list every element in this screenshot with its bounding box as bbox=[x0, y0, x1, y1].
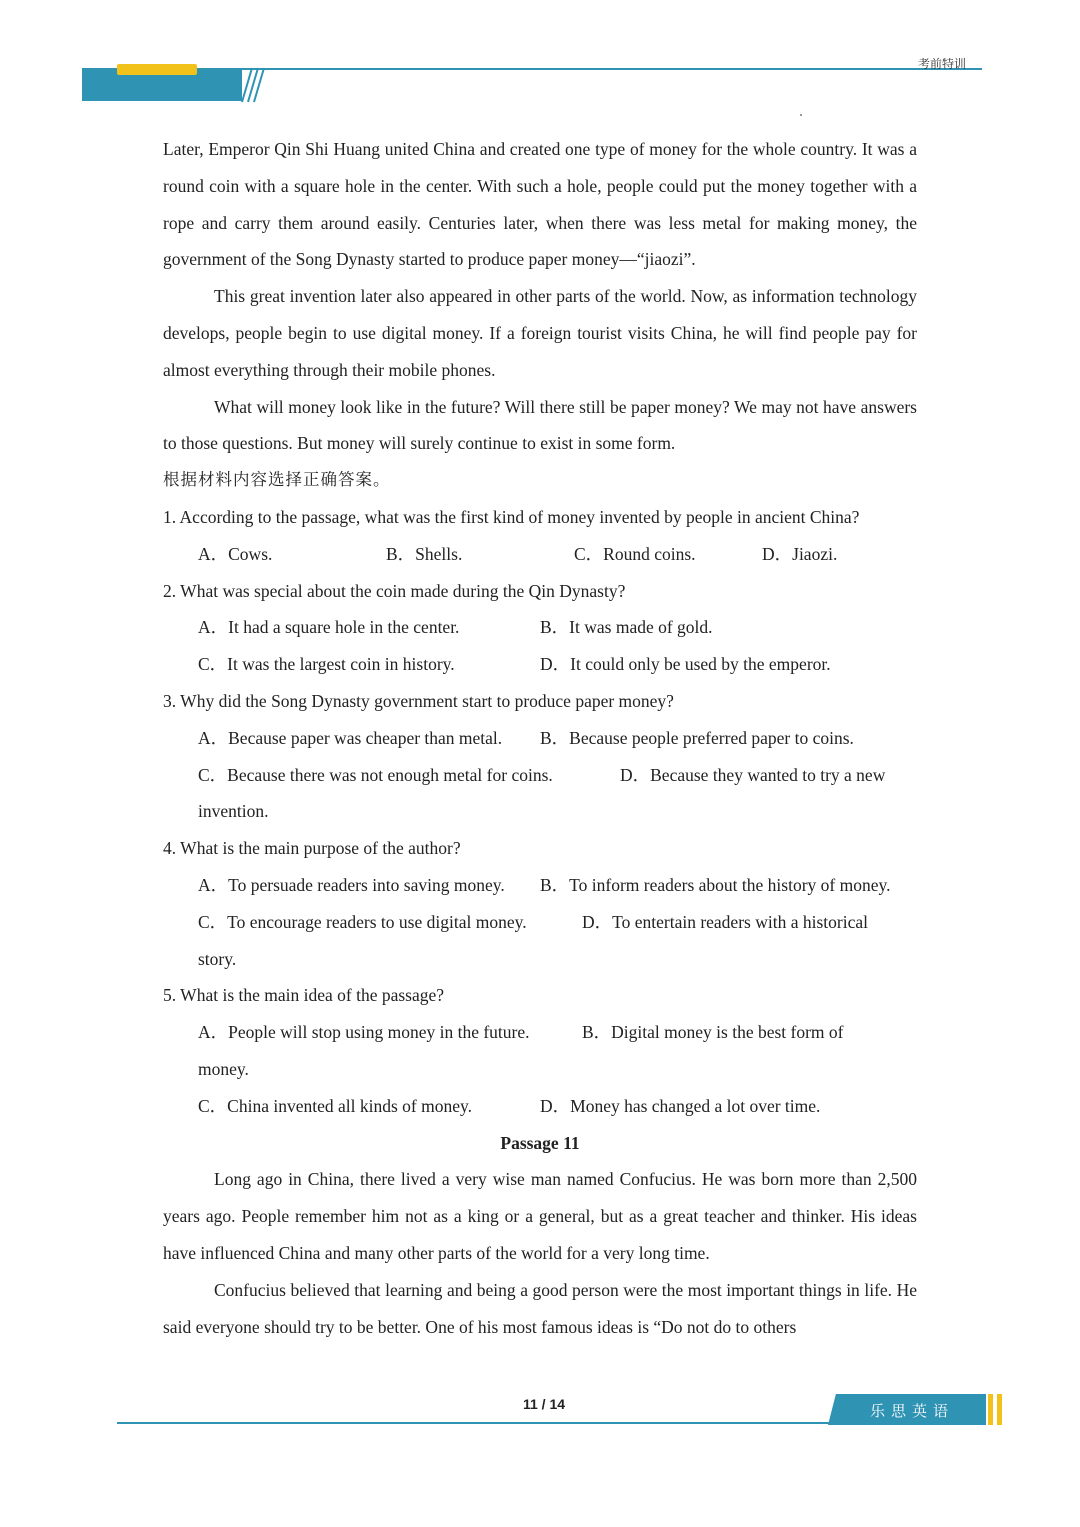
option-b: B．It was made of gold. bbox=[540, 617, 713, 638]
option-d: D．Money has changed a lot over time. bbox=[540, 1095, 821, 1116]
paragraph-3: What will money look like in the future? Will there still be paper money? We may not have answers to those questions. But money will surely continue to exist in some form. bbox=[163, 396, 917, 454]
option-a: A．To persuade readers into saving money. bbox=[198, 874, 505, 895]
option-c: C．To encourage readers to use digital money. bbox=[198, 911, 527, 932]
question-2-options-ab bbox=[163, 609, 917, 646]
passage-11-paragraph-1: Long ago in China, there lived a very wise man named Confucius. He was born more than 2,500 years ago. People remember him not as a king or a general, but as a great teacher and thinker. His ideas have influenced China and many other parts of the world for a very long time. bbox=[163, 1169, 917, 1263]
footer-accent-bar-2 bbox=[997, 1394, 1002, 1425]
option-b-continued: money. bbox=[198, 1058, 249, 1079]
question-3-stem: 3. Why did the Song Dynasty government start to produce paper money? bbox=[163, 690, 674, 711]
question-5-options-cd bbox=[163, 1088, 917, 1125]
option-c: C．Because there was not enough metal for coins. bbox=[198, 764, 553, 785]
question-4-options-cd bbox=[163, 904, 917, 941]
question-3-options-ab bbox=[163, 720, 917, 757]
option-a: A．Cows. bbox=[198, 543, 273, 564]
footer-accent-bar-1 bbox=[988, 1394, 993, 1425]
option-d: D．To entertain readers with a historical bbox=[582, 911, 868, 932]
option-a: A．It had a square hole in the center. bbox=[198, 617, 460, 638]
option-b: B．Shells. bbox=[386, 543, 463, 564]
paragraph-1: Later, Emperor Qin Shi Huang united China and created one type of money for the whole country. It was a round coin with a square hole in the center. With such a hole, people could put the money together with a rope and carry them around easily. Centuries later, when there was less metal for making money, the government of the Song Dynasty started to produce paper money—“jiaozi”. bbox=[163, 139, 917, 270]
option-b: B．Digital money is the best form of bbox=[582, 1022, 844, 1043]
instruction: 根据材料内容选择正确答案。 bbox=[163, 470, 391, 490]
option-d: D．Because they wanted to try a new bbox=[620, 764, 886, 785]
passage-title: Passage 11 bbox=[500, 1132, 580, 1153]
option-d: D．It could only be used by the emperor. bbox=[540, 654, 831, 675]
page-number: 11 / 14 bbox=[522, 1396, 566, 1412]
question-5-stem: 5. What is the main idea of the passage? bbox=[163, 985, 445, 1006]
option-b: B．Because people preferred paper to coins. bbox=[540, 727, 854, 748]
page-content bbox=[163, 131, 917, 1345]
option-a: A．Because paper was cheaper than metal. bbox=[198, 727, 503, 748]
question-3-options-cd bbox=[163, 757, 917, 794]
question-2-stem: 2. What was special about the coin made during the Qin Dynasty? bbox=[163, 580, 626, 601]
stray-dot bbox=[800, 114, 802, 116]
option-a: A．People will stop using money in the future. bbox=[198, 1022, 530, 1043]
footer-brand: 乐思英语 bbox=[870, 1402, 955, 1420]
question-1-options bbox=[163, 536, 917, 573]
header-slash-decoration bbox=[238, 66, 272, 104]
option-c: C．It was the largest coin in history. bbox=[198, 654, 455, 675]
footer-rule bbox=[117, 1422, 877, 1424]
question-4-stem: 4. What is the main purpose of the author? bbox=[163, 838, 461, 859]
question-4-options-ab bbox=[163, 867, 917, 904]
question-5-options-ab bbox=[163, 1014, 917, 1051]
option-b: B．To inform readers about the history of money. bbox=[540, 874, 891, 895]
question-2-options-cd bbox=[163, 646, 917, 683]
option-d: D．Jiaozi. bbox=[762, 543, 838, 564]
option-c: C．China invented all kinds of money. bbox=[198, 1095, 472, 1116]
paragraph-2: This great invention later also appeared in other parts of the world. Now, as information technology develops, people begin to use digital money. If a foreign tourist visits China, he will find people pay for almost everything through their mobile phones. bbox=[163, 286, 917, 380]
option-c: C．Round coins. bbox=[574, 543, 696, 564]
option-d-continued: invention. bbox=[198, 801, 269, 822]
passage-11-paragraph-2: Confucius believed that learning and being a good person were the most important things in life. He said everyone should try to be better. One of his most famous ideas is “Do not do to others bbox=[163, 1279, 917, 1337]
option-d-continued: story. bbox=[198, 948, 237, 969]
header-rule bbox=[242, 68, 982, 70]
header-accent bbox=[117, 64, 197, 75]
question-1-stem: 1. According to the passage, what was the first kind of money invented by people in ancient China? bbox=[163, 506, 860, 527]
header-label: 考前特训 bbox=[917, 57, 966, 71]
